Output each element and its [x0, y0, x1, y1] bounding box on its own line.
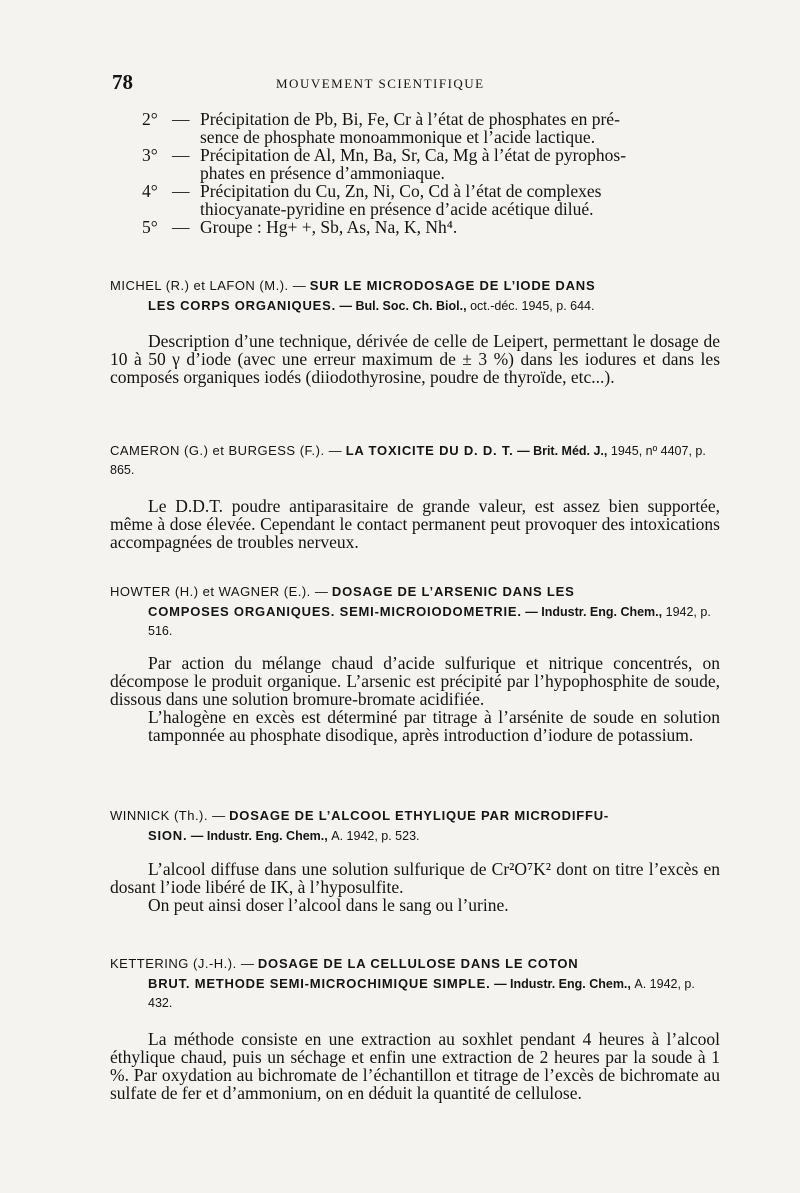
running-title: MOUVEMENT SCIENTIFIQUE	[276, 76, 485, 91]
list-item-line: Précipitation de Pb, Bi, Fe, Cr à l’état de phosphates en pré-	[200, 109, 620, 129]
abstract-text	[110, 332, 720, 386]
reference-title: COMPOSES ORGANIQUES. SEMI-MICROIODOMETRIE.	[148, 604, 522, 619]
reference-authors: WINNICK (Th.). —	[110, 808, 226, 823]
list-item: 3° — Précipitation de Al, Mn, Ba, Sr, Ca, Mg à l’état de pyrophos- phates en présence d’ammoniaque.	[110, 146, 720, 182]
reference-title: BRUT. METHODE SEMI-MICROCHIMIQUE SIMPLE.	[148, 976, 491, 991]
reference-authors: CAMERON (G.) et BURGESS (F.). —	[110, 443, 343, 458]
paragraph: On peut ainsi doser l’alcool dans le sang ou l’urine.	[148, 895, 509, 915]
reference-citation: 1945, nº 4407, p. 865.	[110, 444, 706, 477]
precipitation-list	[110, 110, 720, 236]
reference-source: — Bul. Soc. Ch. Biol.,	[339, 299, 467, 313]
list-item-number: 5°	[142, 217, 158, 237]
reference-title: SUR LE MICRODOSAGE DE L’IODE DANS	[309, 278, 596, 293]
reference-authors: MICHEL (R.) et LAFON (M.). —	[110, 278, 307, 293]
abstract-text	[110, 497, 720, 551]
reference-heading	[110, 806, 720, 846]
paragraph: L’alcool diffuse dans une solution sulfurique de Cr²O⁷K² dont on titre l’excès en dosant l’iode libéré de IK, à l’hyposulfite.	[110, 859, 720, 897]
list-item: 2° — Précipitation de Pb, Bi, Fe, Cr à l’état de phosphates en pré- sence de phosphate monoammonique et l’acide lactique.	[110, 110, 720, 146]
paragraph: L’halogène en excès est déterminé par titrage à l’arsénite de soude en solution tamponnée au phosphate disodique, après introduction d’iodure de potassium.	[148, 707, 720, 745]
reference-title: DOSAGE DE LA CELLULOSE DANS LE COTON	[257, 956, 579, 971]
reference-title: DOSAGE DE L’ARSENIC DANS LES	[331, 584, 575, 599]
list-item-line: sence de phosphate monoammonique et l’acide lactique.	[200, 127, 596, 147]
reference-heading	[110, 954, 720, 1013]
abstract-text	[110, 860, 720, 914]
reference-citation: 1942, p. 516.	[148, 605, 711, 638]
list-item-line: Précipitation du Cu, Zn, Ni, Co, Cd à l’état de complexes	[200, 181, 602, 201]
reference-citation: oct.-déc. 1945, p. 644.	[470, 299, 595, 313]
list-item-number: 4°	[142, 181, 158, 201]
reference-title: DOSAGE DE L’ALCOOL ETHYLIQUE PAR MICRODIFFU-	[229, 808, 610, 823]
reference-authors: HOWTER (H.) et WAGNER (E.). —	[110, 584, 329, 599]
paragraph: Par action du mélange chaud d’acide sulfurique et nitrique concentrés, on décompose le produit organique. L’arsenic est précipité par l’hypophosphite de soude, dissous dans une solution bromure-bromate acidifiée.	[110, 653, 720, 709]
abstract-text	[110, 1030, 720, 1102]
reference-authors: KETTERING (J.-H.). —	[110, 956, 255, 971]
reference-citation: A. 1942, p. 523.	[331, 829, 420, 843]
paragraph: Le D.D.T. poudre antiparasitaire de grande valeur, est assez bien supportée, même à dose élevée. Cependant le contact permanent peut provoquer des intoxications accompagnées de troubles nerveux.	[110, 496, 720, 552]
reference-heading	[110, 276, 720, 316]
reference-title: LES CORPS ORGANIQUES.	[148, 298, 336, 313]
abstract-text	[110, 654, 720, 744]
list-item: 5° — Groupe : Hg+ +, Sb, As, Na, K, Nh⁴.	[110, 218, 720, 236]
list-item-number: 3°	[142, 145, 158, 165]
list-item-line: phates en présence d’ammoniaque.	[200, 163, 445, 183]
reference-title: LA TOXICITE DU D. D. T.	[345, 443, 514, 458]
list-item: 4° — Précipitation du Cu, Zn, Ni, Co, Cd à l’état de complexes thiocyanate-pyridine en présence d’acide acétique dilué.	[110, 182, 720, 218]
reference-source: — Industr. Eng. Chem.,	[494, 977, 631, 991]
reference-title: SION.	[148, 828, 188, 843]
list-item-number: 2°	[142, 109, 158, 129]
reference-source: — Brit. Méd. J.,	[517, 444, 608, 458]
reference-source: — Industr. Eng. Chem.,	[525, 605, 663, 619]
page-number: 78	[112, 70, 133, 94]
paragraph: Description d’une technique, dérivée de celle de Leipert, permettant le dosage de 10 à 50 γ d’iode (avec une erreur maximum de ± 3 %) dans les iodures et dans les composés organiques iodés (diiodothyrosine, poudre de thyroïde, etc...).	[110, 331, 720, 387]
reference-heading	[110, 582, 720, 641]
paragraph: La méthode consiste en une extraction au soxhlet pendant 4 heures à l’alcool éthylique chaud, puis un séchage et enfin une extraction de 2 heures par la soude à 1 %. Par oxydation au bichromate de l’échantillon et titrage de l’excès de bichromate au sulfate de fer et d’ammonium, on en déduit la quantité de cellulose.	[110, 1029, 720, 1103]
list-item-line: Précipitation de Al, Mn, Ba, Sr, Ca, Mg à l’état de pyrophos-	[200, 145, 627, 165]
list-item-line: Groupe : Hg+ +, Sb, As, Na, K, Nh⁴.	[200, 217, 458, 237]
list-item-line: thiocyanate-pyridine en présence d’acide acétique dilué.	[200, 199, 594, 219]
reference-citation: A. 1942, p. 432.	[148, 977, 695, 1010]
reference-heading	[110, 441, 720, 480]
reference-source: — Industr. Eng. Chem.,	[190, 829, 328, 843]
